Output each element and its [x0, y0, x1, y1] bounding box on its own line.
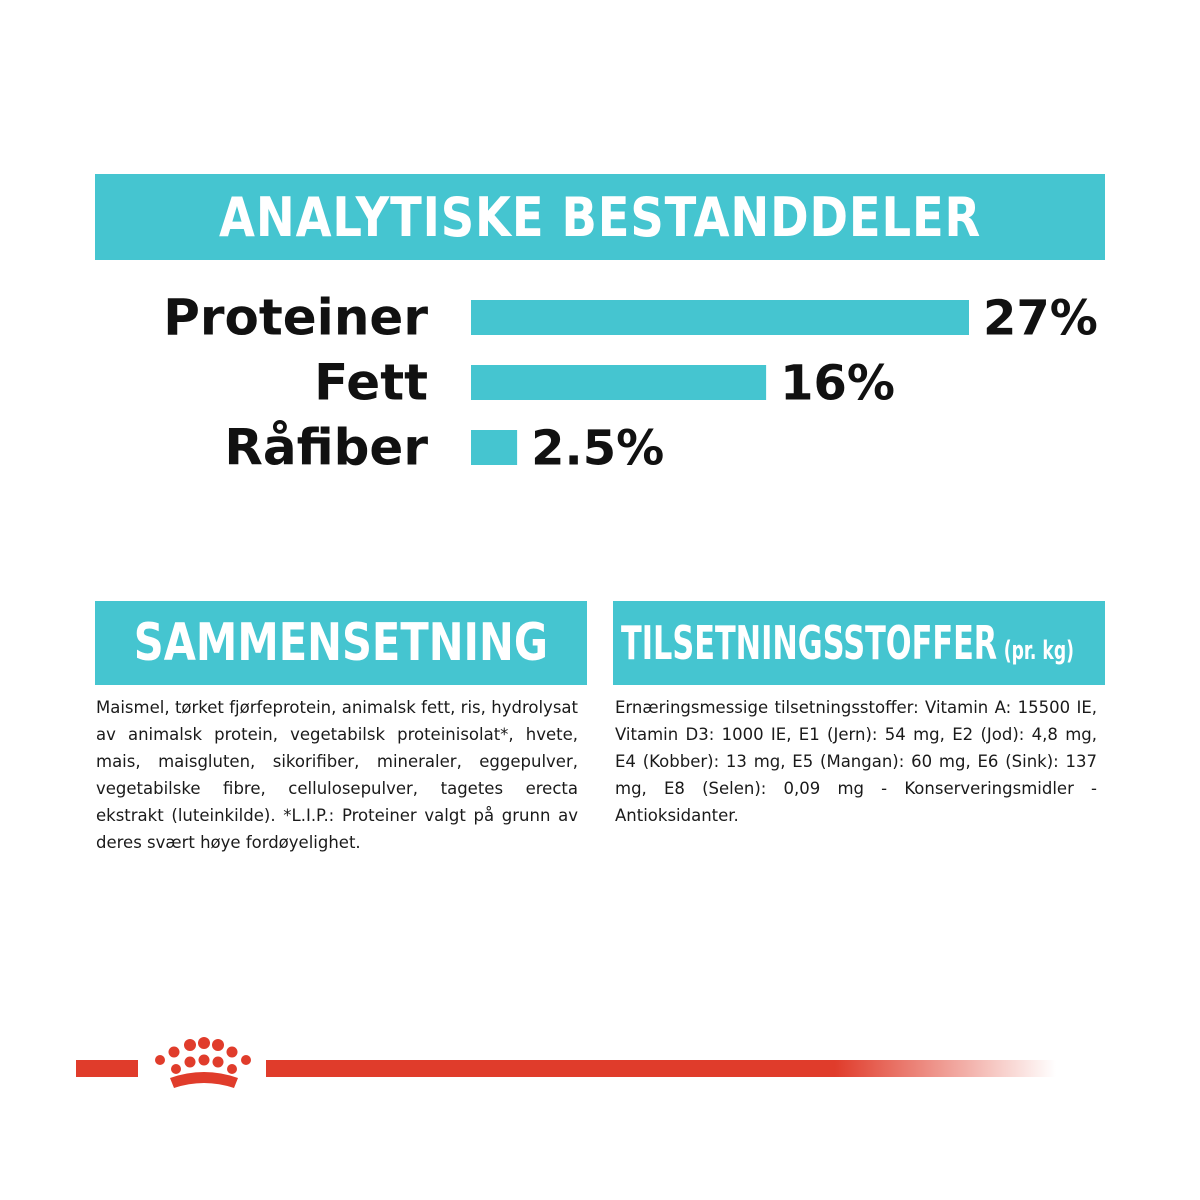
value-label: 2.5%	[531, 420, 665, 477]
category-label: Proteiner	[163, 288, 428, 347]
additives-title-wrap	[621, 616, 1074, 670]
additives-header-banner	[613, 601, 1105, 685]
bar-proteiner	[471, 300, 969, 335]
value-label: 27%	[983, 290, 1098, 347]
composition-text: Maismel, tørket fjørfeprotein, animalsk fett, ris, hydrolysat av animalsk protein, vegetabilsk proteinisolat*, hvete, mais, maisgluten, sikorifiber, mineraler, eggepulver, vegetabilske fibre, cellulosepulver, tagetes erecta ekstrakt (luteinkilde). *L.I.P.: Proteiner valgt på grunn av deres svært høye fordøyelighet.	[96, 698, 578, 852]
bar-fett	[471, 365, 766, 400]
additives-unit: (pr. kg)	[1003, 636, 1074, 666]
footer-red-line-right	[266, 1060, 1056, 1077]
analysis-header-title: ANALYTISKE BESTANDDELER	[218, 185, 982, 249]
crown-logo-icon	[146, 1036, 258, 1094]
category-label: Råfiber	[224, 418, 428, 477]
composition-header-banner	[95, 601, 587, 685]
value-label: 16%	[780, 355, 896, 412]
composition-title: SAMMENSETNING	[133, 613, 549, 673]
nutrient-bar-chart	[0, 270, 1200, 490]
category-label: Fett	[314, 353, 428, 412]
additives-text: Ernæringsmessige tilsetningsstoffer: Vitamin A: 15500 IE, Vitamin D3: 1000 IE, E1 (Jern): 54 mg, E2 (Jod): 4,8 mg, E4 (Kobber): 13 mg, E5 (Mangan): 60 mg, E6 (Sink): 137 mg, E8 (Selen): 0,09 mg - Konserveringsmidler - Antioksidanter.	[615, 698, 1097, 825]
footer-red-line-left	[76, 1060, 138, 1077]
bar-råfiber	[471, 430, 517, 465]
additives-title: TILSETNINGSSTOFFER	[621, 616, 998, 670]
analysis-header-banner	[95, 174, 1105, 260]
